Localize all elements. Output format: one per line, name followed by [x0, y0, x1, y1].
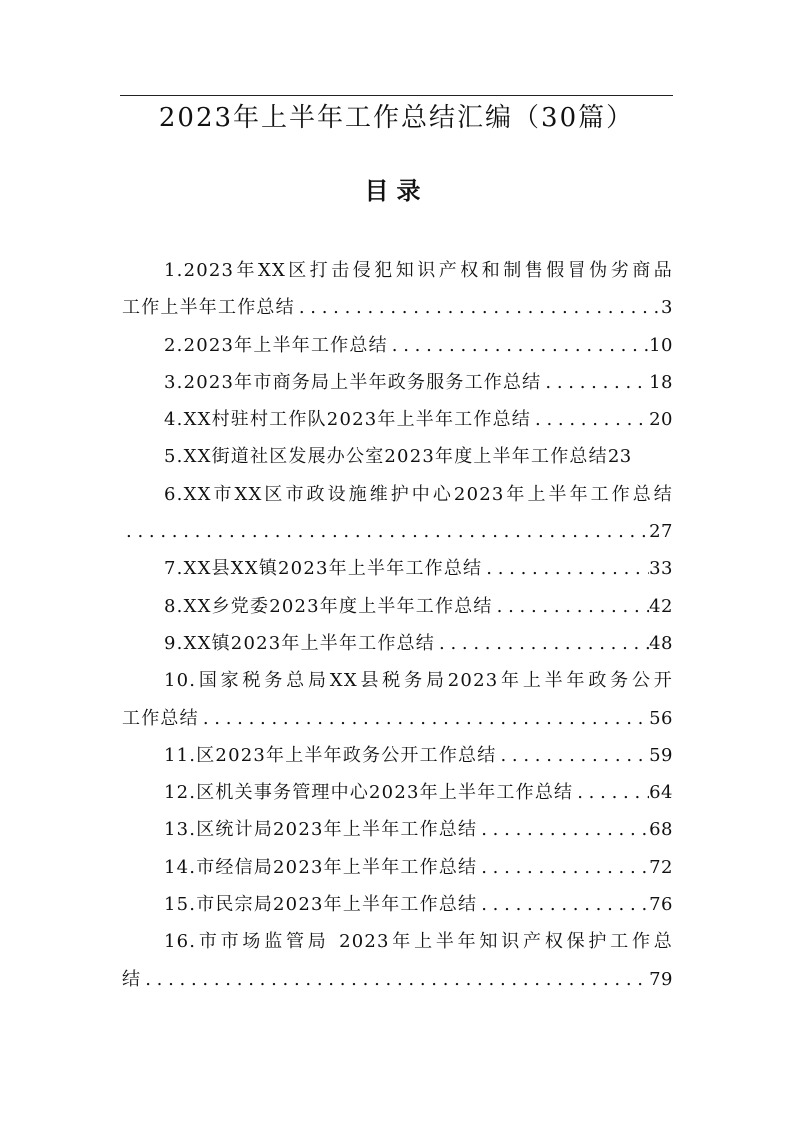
- toc-entry-text: 4.XX村驻村工作队2023年上半年工作总结: [164, 409, 532, 431]
- toc-entry-6-line1[interactable]: [122, 476, 673, 513]
- toc-entry-2[interactable]: [122, 327, 673, 364]
- dot-leader: [477, 849, 649, 886]
- toc-entry-10-line1[interactable]: [122, 662, 673, 699]
- toc-entry-text: 9.XX镇2023年上半年工作总结: [164, 632, 436, 654]
- dot-leader: [573, 774, 649, 811]
- toc-heading: 目录: [364, 176, 429, 205]
- toc-page-number: 33: [649, 558, 673, 580]
- toc-entry-12[interactable]: [122, 774, 673, 811]
- toc-entry-text: 1.2023年XX区打击侵犯知识产权和制售假冒伪劣商品: [164, 260, 673, 281]
- dot-leader: [295, 289, 659, 326]
- dot-leader: [541, 364, 649, 401]
- toc-entry-14[interactable]: [122, 849, 673, 886]
- dot-leader: [477, 886, 649, 923]
- toc-entry-1-line2[interactable]: [122, 289, 673, 326]
- toc-page-number: 23: [607, 446, 632, 468]
- toc-entry-text: 5.XX街道社区发展办公室2023年度上半年工作总结: [164, 446, 608, 468]
- toc-entry-15[interactable]: [122, 886, 673, 923]
- toc-entry-text: 15.市民宗局2023年上半年工作总结: [164, 894, 478, 916]
- toc-entry-text: 7.XX县XX镇2023年上半年工作总结: [164, 558, 483, 580]
- toc-entry-text: 工作总结: [122, 707, 199, 729]
- toc-entry-text: 工作上半年工作总结: [122, 297, 295, 319]
- toc-entry-3[interactable]: [122, 364, 673, 401]
- toc-page-number: 42: [649, 595, 673, 617]
- toc-page-number: 20: [649, 409, 673, 431]
- toc-entry-16-line1[interactable]: [122, 923, 673, 960]
- dot-leader: [435, 625, 649, 662]
- toc-entry-text: 6.XX市XX区市政设施维护中心2023年上半年工作总结: [164, 483, 673, 505]
- toc-entry-text: 14.市经信局2023年上半年工作总结: [164, 856, 478, 878]
- toc-entry-5[interactable]: [122, 438, 673, 475]
- toc-page-number: 56: [649, 707, 673, 729]
- dot-leader: [496, 737, 649, 774]
- toc-entry-text: 16.市市场监管局 2023年上半年知识产权保护工作总: [164, 931, 673, 953]
- toc-entry-10-line2[interactable]: [122, 700, 673, 737]
- toc-page-number: 76: [649, 894, 673, 916]
- toc-entry-1-line1[interactable]: [122, 252, 673, 289]
- toc-entry-16-line2[interactable]: [122, 961, 673, 998]
- dot-leader: [388, 327, 649, 364]
- toc-page-number: 59: [649, 744, 673, 766]
- header-rule: [120, 95, 673, 96]
- toc-entry-text: 10.国家税务总局XX县税务局2023年上半年政务公开: [164, 670, 673, 692]
- dot-leader: [531, 401, 649, 438]
- toc-page-number: 10: [649, 334, 673, 356]
- toc-page-number: 79: [649, 968, 673, 990]
- toc-entry-text: 2.2023年上半年工作总结: [164, 334, 388, 356]
- toc-page-number: 18: [649, 371, 673, 393]
- dot-leader: [493, 588, 649, 625]
- toc-entry-text: 12.区机关事务管理中心2023年上半年工作总结: [164, 782, 574, 804]
- toc-entry-8[interactable]: [122, 588, 673, 625]
- toc-page-number: 64: [649, 782, 673, 804]
- toc-entry-9[interactable]: [122, 625, 673, 662]
- toc-page-number: 72: [649, 856, 673, 878]
- toc-entry-6-line2[interactable]: [122, 513, 673, 550]
- toc-entry-text: 13.区统计局2023年上半年工作总结: [164, 819, 478, 841]
- table-of-contents: [122, 252, 673, 998]
- toc-entry-4[interactable]: [122, 401, 673, 438]
- dot-leader: [141, 961, 649, 998]
- toc-page-number: 27: [649, 521, 673, 543]
- dot-leader: [477, 811, 649, 848]
- toc-entry-text: 3.2023年市商务局上半年政务服务工作总结: [164, 371, 542, 393]
- toc-entry-text: 8.XX乡党委2023年度上半年工作总结: [164, 595, 493, 617]
- dot-leader: [482, 550, 649, 587]
- toc-entry-7[interactable]: [122, 550, 673, 587]
- toc-entry-text: 结: [122, 968, 142, 990]
- dot-leader: [122, 513, 649, 550]
- toc-entry-11[interactable]: [122, 737, 673, 774]
- dot-leader: [199, 700, 649, 737]
- toc-page-number: 48: [649, 632, 673, 654]
- document-title: 2023年上半年工作总结汇编（30篇）: [158, 103, 635, 133]
- toc-page-number: 68: [649, 819, 673, 841]
- toc-entry-text: 11.区2023年上半年政务公开工作总结: [164, 744, 497, 766]
- toc-page-number: 3: [661, 297, 673, 319]
- toc-entry-13[interactable]: [122, 811, 673, 848]
